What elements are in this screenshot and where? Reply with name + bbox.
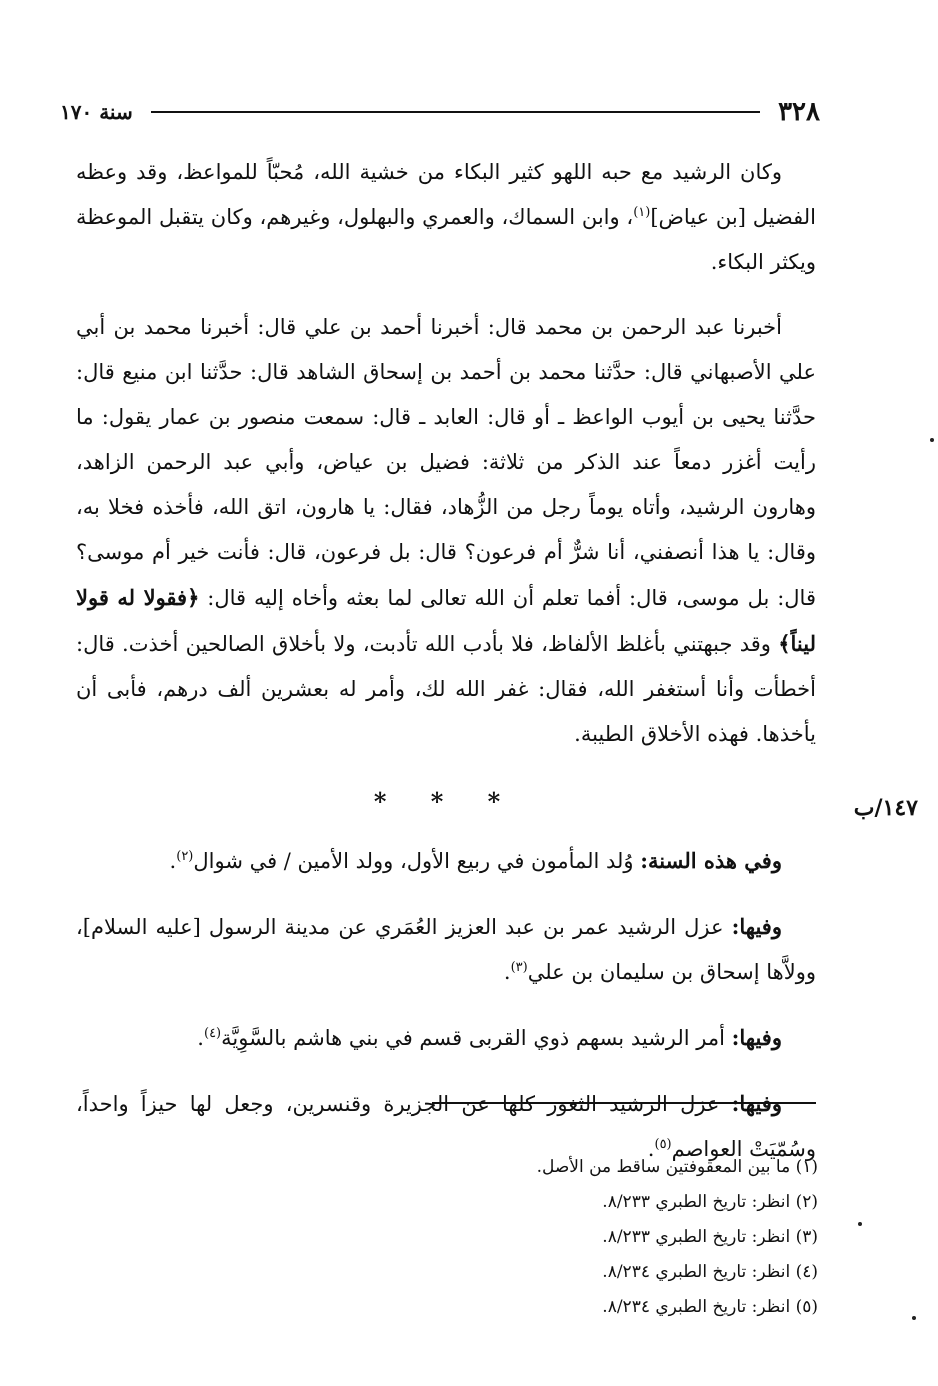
header-rule (151, 111, 760, 113)
paragraph-text: أمر الرشيد بسهم ذوي القربى قسم في بني هاشم بالسَّوِيَّة (221, 1026, 725, 1050)
end-dot: . (197, 1026, 204, 1050)
footnote-item: (٤) انظر: تاريخ الطبري ٨/٢٣٤. (602, 1262, 818, 1282)
footnotes (400, 1150, 818, 1325)
paragraph-share (76, 1015, 816, 1061)
footnote-item: (٢) انظر: تاريخ الطبري ٨/٢٣٣. (602, 1192, 818, 1212)
end-dot: . (169, 849, 177, 873)
footnote-item: (١) ما بين المعقوفتين ساقط من الأصل. (536, 1157, 818, 1177)
section-separator: * * * (373, 787, 519, 816)
footnote-ref: (٤) (203, 1026, 222, 1041)
paragraph-text: وكان الرشيد مع حبه اللهو كثير البكاء من خشية الله، مُحبّاً للمواعظ، وقد وعظه الفضيل [بن عياض] (76, 160, 817, 229)
paragraph-rashid-crying (76, 150, 816, 285)
end-dot: . (647, 1137, 655, 1161)
scan-speck (912, 1316, 916, 1320)
paragraph-dismissal (76, 904, 816, 995)
scan-speck (930, 438, 934, 442)
scan-speck (858, 1222, 862, 1226)
page-number: ٣٢٨ (778, 97, 820, 127)
footnote-ref: (٣) (510, 960, 528, 975)
paragraph-lead: وفيها: (731, 914, 782, 939)
body-text (76, 150, 816, 1172)
paragraph-lead: وفيها: (731, 1091, 782, 1116)
manuscript-folio-note: ١٤٧/ب (853, 795, 918, 821)
paragraph-text: أخبرنا عبد الرحمن بن محمد قال: أخبرنا أحمد بن علي قال: أخبرنا محمد بن أبي علي الأصبهاني قال: حدَّثنا محمد بن أحمد بن إسحاق الشاهد قال: حدَّثنا ابن منيع قال: حدَّثنا يحيى بن أيوب الواعظ ـ أو قال: العابد ـ قال: سمعت منصور بن عمار يقول: ما رأيت أغزر دمعاً عند الذكر من ثلاثة: فضيل بن عياض، وأبي عبد الرحمن الزاهد، وهارون الرشيد، وأتاه يوماً رجل من الزُّهاد، فقال: يا هارون، اتق الله، فأخذه فخلا به، وقال: يا هذا أنصفني، أنا شرٌّ أم فرعون؟ قال: بل فرعون، قال: فأنت خير أم موسى؟ قال: بل موسى، قال: أفما تعلم أن الله تعالى لما بعثه وأخاه إليه قال: (76, 315, 816, 610)
quran-quote: ﴿فقولا له قولا ليناً﴾ (76, 585, 816, 656)
footnote-rule (432, 1102, 816, 1104)
paragraph-lead: وفي هذه السنة: (640, 848, 782, 873)
paragraph-text: وقد جبهتني بأغلظ الألفاظ، فلا بأدب الله تأدبت، ولا بأخلاق الصالحين أخذت. قال: أخطأت وأنا أستغفر الله، فقال: غفر الله لك، وأمر له بعشرين ألف درهم، فأبى أن يأخذها. فهذه الأخلاق الطيبة. (76, 632, 816, 746)
paragraph-birth (76, 838, 816, 884)
paragraph-text: ، وابن السماك، والعمري والبهلول، وغيرهم، وكان يتقبل الموعظة ويكثر البكاء. (76, 205, 816, 274)
page-header (60, 92, 820, 132)
paragraph-text: عزل الرشيد عمر بن عبد العزيز العُمَري عن مدينة الرسول [عليه السلام]، وولاَّها إسحاق بن سليمان بن علي (76, 915, 816, 984)
footnote-item: (٣) انظر: تاريخ الطبري ٨/٢٣٣. (602, 1227, 818, 1247)
paragraph-text: وُلد المأمون في ربيع الأول، وولد الأمين / في شوال (193, 849, 634, 873)
paragraph-lead: وفيها: (731, 1025, 782, 1050)
footnote-ref: (٥) (654, 1137, 672, 1152)
end-dot: . (503, 960, 511, 984)
footnote-item: (٥) انظر: تاريخ الطبري ٨/٢٣٤. (602, 1297, 818, 1317)
running-title: سنة ١٧٠ (60, 100, 133, 124)
paragraph-text: عزل الرشيد الثغور كلها عن الجزيرة وقنسرين، وجعل لها حيزاً واحداً، وسُمّيَتْ العواصم (76, 1092, 816, 1161)
footnote-ref: (١) (633, 205, 651, 220)
footnote-ref: (٢) (176, 849, 194, 864)
paragraph-narration (76, 305, 816, 757)
